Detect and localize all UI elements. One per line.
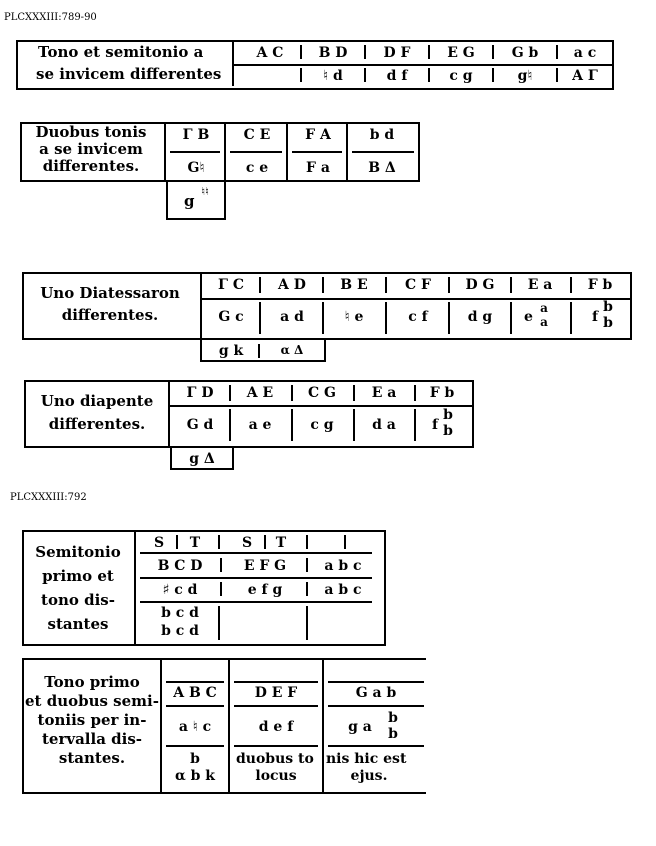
separator [570, 302, 572, 334]
table4-top-cell: Γ D [186, 385, 214, 401]
table1-top-cell: G b [511, 45, 539, 61]
table2-top-cell: b d [369, 127, 395, 143]
table4-top-cell: A E [246, 385, 274, 401]
separator [353, 385, 355, 401]
separator [228, 660, 230, 792]
separator [428, 45, 430, 59]
table2-bottom-cell: c e [245, 160, 269, 176]
table1-bottom-cell: ♮ d [323, 68, 343, 84]
separator [322, 660, 324, 792]
table6-row-line [166, 705, 224, 707]
separator [218, 535, 220, 549]
table1-bottom-cell: g♮ [517, 68, 533, 84]
table3-extra-cell: g k [218, 343, 244, 359]
table6-head-cell: D E F [254, 685, 298, 701]
separator [322, 277, 324, 293]
separator [220, 582, 222, 596]
table6-label-line3: toniis per in- [37, 711, 147, 729]
separator [364, 45, 366, 59]
separator [220, 558, 222, 572]
separator [306, 582, 308, 596]
table3-label-line2: differentes. [61, 306, 159, 324]
separator [510, 302, 512, 334]
table5-row2-cell: B C D [157, 558, 203, 574]
table6-stack-b-top: b [388, 710, 398, 726]
separator [414, 409, 416, 441]
table6-text-cell: duobus to [236, 751, 314, 767]
separator [570, 277, 572, 293]
table6-label-line5: stantes. [58, 749, 126, 767]
table6-row3-cell: b [190, 751, 200, 767]
separator [264, 535, 266, 549]
table6-row-line [234, 745, 318, 747]
table1-top-cell: a c [573, 45, 597, 61]
separator [428, 68, 430, 82]
table4-top-cell: C G [308, 385, 336, 401]
table1-row-line [234, 64, 612, 66]
table2-label-line1: Duobus tonis [35, 123, 147, 141]
table2-row-line [352, 151, 414, 153]
table1-top-cell: A C [256, 45, 284, 61]
table2-divider [164, 124, 166, 180]
table4-top-cell: E a [371, 385, 397, 401]
separator [556, 68, 558, 82]
table4-stack-f-bottom: b [443, 423, 453, 439]
table2-row-line [292, 151, 342, 153]
table2-top-cell: C E [243, 127, 271, 143]
table3-stack-e-top: a [540, 301, 548, 315]
table2-row-line [230, 151, 282, 153]
table6-row-line [234, 681, 318, 683]
separator [291, 409, 293, 441]
table6-label-line2: et duobus semi- [25, 692, 159, 710]
table5-row3-cell: e f g [247, 582, 283, 598]
reference-code-1: PLCXXXIII:789-90 [4, 12, 97, 23]
table5-row1-cell: T [189, 535, 201, 551]
table2-bottom-cell: B Δ [368, 160, 396, 176]
separator [300, 68, 302, 82]
table5-row1-cell: T [275, 535, 287, 551]
table6-row-line [234, 705, 318, 707]
table6-row2-cell: a ♮ c [178, 719, 212, 735]
table3-bottom-cell: ♮ e [344, 309, 364, 325]
table6-text-cell: ejus. [350, 768, 388, 784]
separator [306, 535, 308, 549]
table4-label-line2: differentes. [48, 415, 146, 433]
table4-bottom-cell: f [432, 417, 439, 433]
table3-bottom-cell: f [592, 309, 599, 325]
table5-label-line1: Semitonio [35, 543, 121, 561]
table3-extra-cell: α Δ [280, 343, 304, 357]
table6-row-line [166, 745, 224, 747]
table5-row3-cell: ♯ c d [162, 582, 198, 598]
table5-row-line [140, 552, 372, 554]
table1-top-cell: B D [318, 45, 348, 61]
table3-row-line [202, 298, 630, 300]
table5-row1-cell: S [153, 535, 165, 551]
table3-stack-f-bottom: b [603, 315, 613, 331]
table2-bottom-cell: F a [306, 160, 330, 176]
table6-label-line1: Tono primo [44, 673, 140, 691]
table2-label-line2: a se invicem [39, 140, 143, 158]
table5-label-line4: stantes [47, 615, 109, 633]
separator [229, 385, 231, 401]
separator [300, 45, 302, 59]
table4-bottom-cell: a e [248, 417, 272, 433]
separator [448, 302, 450, 334]
extension-left [166, 182, 168, 220]
table6-divider [160, 660, 162, 792]
table5-row1-cell: S [241, 535, 253, 551]
table4-bottom-cell: G d [186, 417, 214, 433]
table6-text-cell: locus [255, 768, 297, 784]
table6-row3-cell: α b k [174, 768, 215, 784]
separator [492, 45, 494, 59]
table2-extra-natural: ♮♮ [201, 185, 209, 198]
table6-stack-b-bottom: b [388, 726, 398, 742]
table3-stack-f-top: b [603, 299, 613, 315]
table3-top-cell: B E [340, 277, 368, 293]
separator [306, 606, 308, 640]
extension-bottom [170, 468, 234, 470]
separator [385, 277, 387, 293]
table3-divider [200, 274, 202, 338]
table3-label-line1: Uno Diatessaron [40, 284, 180, 302]
separator [414, 385, 416, 401]
table4-bottom-cell: c g [310, 417, 334, 433]
separator [306, 558, 308, 572]
table6-label-line4: tervalla dis- [41, 730, 142, 748]
table3-top-cell: Γ C [218, 277, 244, 293]
table2-row-line [170, 151, 220, 153]
table5-row4-cell: b c d [161, 605, 199, 621]
extension-left [200, 340, 202, 362]
table6-head-cell: A B C [173, 685, 217, 701]
table2-top-cell: Γ B [182, 127, 210, 143]
extension-bottom [166, 218, 226, 220]
extension-right [224, 182, 226, 220]
table2-label-line3: differentes. [42, 157, 140, 175]
table4-label-line1: Uno diapente [40, 392, 154, 410]
table1-bottom-cell: c g [449, 68, 473, 84]
separator [510, 277, 512, 293]
table5-row2-cell: E F G [243, 558, 287, 574]
separator [176, 535, 178, 549]
table4-bottom-cell: d a [372, 417, 396, 433]
table2-top-cell: F A [305, 127, 331, 143]
table3-bottom-cell: c f [408, 309, 428, 325]
table5-divider [134, 532, 136, 644]
separator [385, 302, 387, 334]
separator [492, 68, 494, 82]
table5-row2-cell: a b c [324, 558, 362, 574]
table6-text-cell: nis hic est [326, 751, 407, 767]
table3-top-cell: C F [405, 277, 431, 293]
table3-top-cell: E a [527, 277, 553, 293]
separator [344, 535, 346, 549]
table3-bottom-cell: d g [467, 309, 493, 325]
table5-row-line [140, 601, 372, 603]
table5-row-line [140, 577, 372, 579]
table3-stack-e-bottom: a [540, 315, 548, 329]
table3-bottom-cell: a d [280, 309, 304, 325]
separator [322, 302, 324, 334]
separator [291, 385, 293, 401]
table3-bottom-cell: G c [218, 309, 244, 325]
table3-top-cell: A D [278, 277, 306, 293]
table3-top-cell: F b [587, 277, 613, 293]
table2-extra-cell: g [184, 192, 195, 210]
table5-label-line3: tono dis- [41, 591, 115, 609]
table4-divider [168, 382, 170, 446]
reference-code-2: PLCXXXIII:792 [10, 492, 87, 503]
extension-bottom [200, 360, 326, 362]
table1-top-cell: E G [447, 45, 475, 61]
table4-row-line [170, 405, 472, 407]
table4-extra-cell: g Δ [189, 451, 215, 467]
table6-row-line [328, 705, 424, 707]
table1-top-cell: D F [383, 45, 411, 61]
separator [229, 409, 231, 441]
separator [218, 606, 220, 640]
table6-row-line [166, 681, 224, 683]
table5-label-line2: primo et [42, 567, 114, 585]
table6-row-line [328, 681, 424, 683]
extension-left [170, 448, 172, 470]
separator [259, 302, 261, 334]
table6-row-line [328, 745, 424, 747]
separator [259, 277, 261, 293]
table5-row4-cell: b c d [161, 623, 199, 639]
separator [224, 124, 226, 180]
table1-label-line2: se invicem differentes [36, 65, 222, 83]
table1-bottom-cell: d f [386, 68, 408, 84]
separator [286, 124, 288, 180]
extension-mid [258, 344, 260, 358]
extension-right [232, 448, 234, 470]
table6-row2-cell: d e f [258, 719, 294, 735]
table4-stack-f-top: b [443, 407, 453, 423]
separator [364, 68, 366, 82]
table1-label-line1: Tono et semitonio a [38, 43, 204, 61]
separator [353, 409, 355, 441]
separator [556, 45, 558, 59]
table2-bottom-cell: G♮ [187, 160, 205, 176]
table3-top-cell: D G [465, 277, 495, 293]
separator [448, 277, 450, 293]
table6-head-cell: G a b [355, 685, 397, 701]
extension-right [324, 340, 326, 362]
table6-row2-cell: g a [348, 719, 372, 735]
table4-top-cell: F b [429, 385, 455, 401]
table5-row3-cell: a b c [324, 582, 362, 598]
separator [346, 124, 348, 180]
table3-bottom-cell: e [524, 309, 533, 325]
table1-bottom-cell: A Γ [572, 68, 598, 84]
